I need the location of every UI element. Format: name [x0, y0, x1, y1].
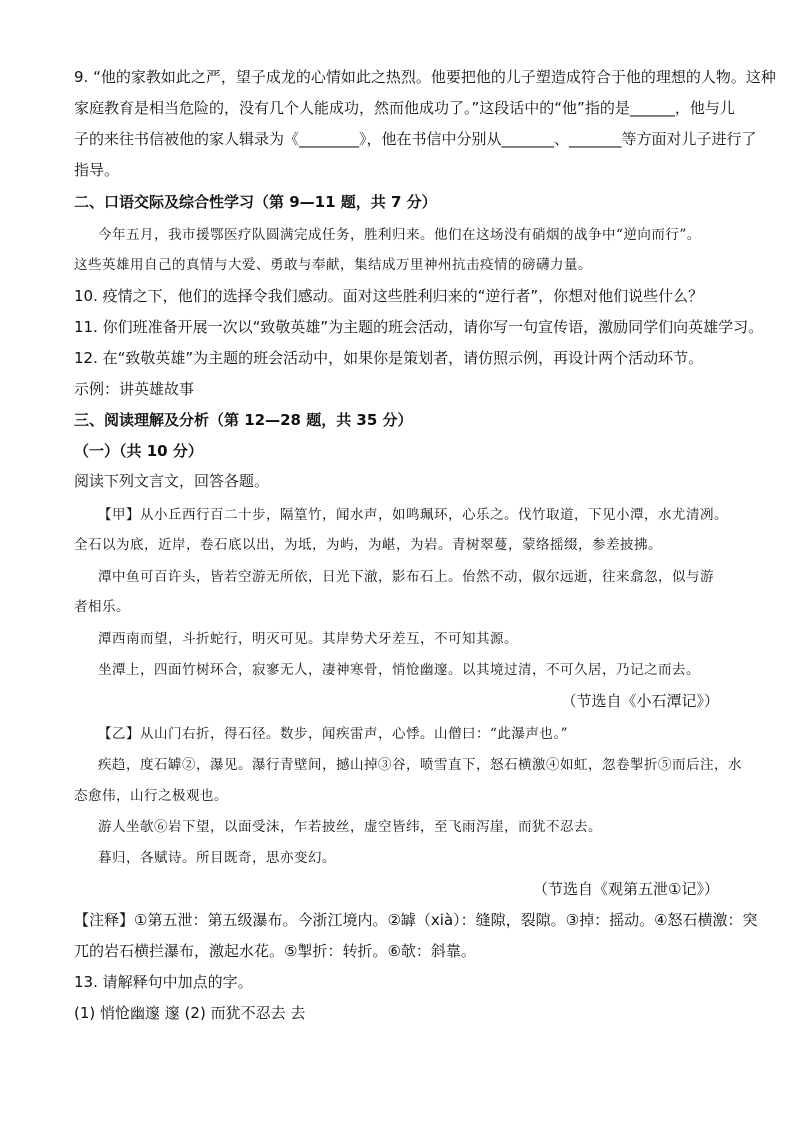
example-text: 示例：讲英雄故事 — [74, 380, 195, 398]
yi-para-4: 暮归，各赋诗。所目既奇，思亦变幻。 — [98, 850, 336, 866]
notes-line-1: 【注释】①第五泄：第五级瀑布。今浙江境内。②罅（xià）：缝隙，裂隙。③掉：摇动。④怒石横激：突 — [74, 911, 758, 929]
yi-para-2-line-2: 态愈伟，山行之极观也。 — [74, 788, 228, 804]
q9-line-1: 9. “他的家教如此之严，望子成龙的心情如此之热烈。他要把他的儿子塑造成符合于他的理想的人物。这种 — [74, 68, 776, 86]
notes-line-2: 兀的岩石横拦瀑布，激起水花。⑤掣折：转折。⑥欹：斜靠。 — [74, 942, 476, 960]
yi-para-1: 【乙】从山门右折，得石径。数步，闻疾雷声，心悸。山僧曰：“此瀑声也。” — [98, 726, 569, 742]
jia-para-1-line-1: 【甲】从小丘西行百二十步，隔篁竹，闻水声，如鸣珮环，心乐之。伐竹取道，下见小潭，水尤清冽。 — [98, 507, 728, 523]
section-2-heading: 二、口语交际及综合性学习（第 9—11 题，共 7 分） — [74, 193, 437, 211]
question-12: 12. 在“致敬英雄”为主题的班会活动中，如果你是策划者，请仿照示例，再设计两个活动环节。 — [74, 349, 704, 367]
q9-line-3: 子的来往书信被他的家人辑录为《________》，他在书信中分别从_______、_______等方面对儿子进行了 — [74, 130, 757, 148]
q9-line-4: 指导。 — [74, 161, 120, 179]
question-10: 10. 疫情之下，他们的选择令我们感动。面对这些胜利归来的“逆行者”，你想对他们说些什么？ — [74, 287, 704, 305]
passage-line-2: 这些英雄用自己的真情与大爱、勇敢与奉献，集结成万里神州抗击疫情的磅礴力量。 — [74, 257, 592, 273]
section-3-heading: 三、阅读理解及分析（第 12—28 题，共 35 分） — [74, 411, 413, 429]
question-13: 13. 请解释句中加点的字。 — [74, 973, 253, 991]
jia-source: （节选自《小石潭记》） — [561, 692, 719, 710]
jia-para-2-line-2: 者相乐。 — [74, 599, 130, 615]
question-11: 11. 你们班准备开展一次以“致敬英雄”为主题的班会活动，请你写一句宣传语，激励同学们向英雄学习。 — [74, 318, 764, 336]
yi-source: （节选自《观第五泄①记》） — [533, 880, 719, 898]
passage-line-1: 今年五月，我市援鄂医疗队圆满完成任务，胜利归来。他们在这场没有硝烟的战争中“逆向而行”。 — [98, 227, 701, 243]
jia-para-1-line-2: 全石以为底，近岸，卷石底以出，为坻，为屿，为嵁，为岩。青树翠蔓，蒙络摇缀，参差披拂。 — [74, 537, 662, 553]
question-13-items: (1) 悄怆幽邃 邃 (2) 而犹不忍去 去 — [74, 1004, 306, 1022]
yi-para-3: 游人坐欹⑥岩下望，以面受沫，乍若披丝，虚空皆纬，至飞雨泻崖，而犹不忍去。 — [98, 819, 602, 835]
jia-para-3: 潭西南而望，斗折蛇行，明灭可见。其岸势犬牙差互，不可知其源。 — [98, 631, 518, 647]
q9-line-2: 家庭教育是相当危险的，没有几个人能成功，然而他成功了。”这段话中的“他”指的是______，他与儿 — [74, 99, 735, 117]
reading-instruction: 阅读下列文言文，回答各题。 — [74, 472, 270, 490]
yi-para-2-line-1: 疾趋，度石罅②，瀑见。瀑行青壁间，撼山掉③谷，喷雪直下，怒石横激④如虹，忽卷掣折⑤而后注，水 — [98, 757, 742, 773]
jia-para-2-line-1: 潭中鱼可百许头，皆若空游无所依，日光下澈，影布石上。佁然不动，俶尔远逝，往来翕忽，似与游 — [98, 569, 714, 585]
jia-para-4: 坐潭上，四面竹树环合，寂寥无人，凄神寒骨，悄怆幽邃。以其境过清，不可久居，乃记之而去。 — [98, 662, 700, 678]
subsection-1-heading: （一）（共 10 分） — [74, 442, 203, 460]
